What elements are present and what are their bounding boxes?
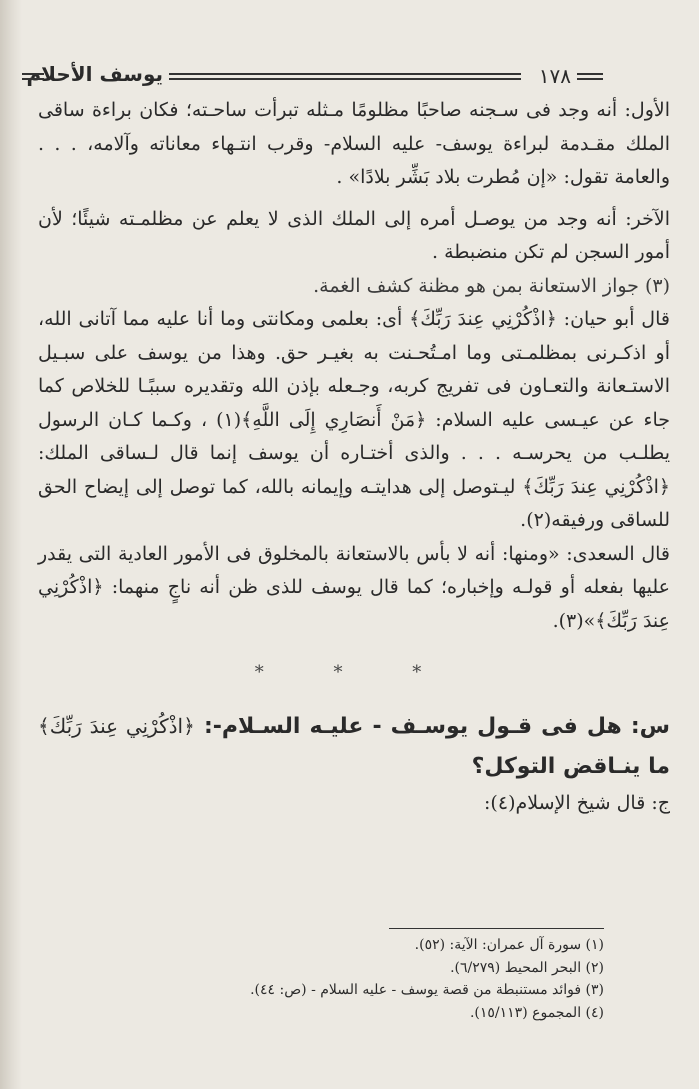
page-number: ١٧٨ bbox=[538, 64, 571, 88]
header-rule-middle bbox=[169, 73, 521, 80]
paragraph-second-reason: الآخر: أنه وجد من يوصـل أمره إلى الملك الذى لا يعلم عن مظلمـته شيئًا؛ لأن أمور السجن لم تكن منضبطة . bbox=[38, 207, 670, 263]
question-lead: س: هل فى قـول يوسـف - عليـه السـلام-: bbox=[194, 713, 670, 739]
paragraph-first-reason: الأول: أنه وجد فى سـجنه صاحبًا مظلومًا مـثله تبرأت ساحـته؛ فكان براءة ساقى الملك مقـدمة لبراءة يوسف- عليه السلام- وقرب انتـهاء معاناته وآلامه، . . . والعامة تقول: «إن مُطرت بلاد بَشِّر بلادًا» . bbox=[38, 99, 670, 188]
footnote-divider bbox=[389, 928, 604, 929]
running-header bbox=[0, 60, 699, 94]
question-verse: ﴿اذْكُرْنِي عِندَ رَبِّكَ﴾ bbox=[38, 713, 195, 738]
running-title: يوسف الأحلام bbox=[26, 62, 163, 86]
paragraph-al-saadi: قال السعدى: «ومنها: أنه لا بأس بالاستعانة بالمخلوق فى الأمور العادية التى يقدر عليها بفعله أو قولـه وإخباره؛ كما قال يوسف للذى ظن أنه ناجٍ منهما: ﴿اذْكُرْنِي عِندَ رَبِّكَ﴾»(٣). bbox=[38, 542, 670, 632]
footnotes bbox=[84, 934, 604, 1024]
header-rule-left bbox=[22, 73, 44, 80]
header-rule-right bbox=[577, 73, 603, 80]
answer-intro: ج: قال شيخ الإسلام(٤): bbox=[484, 791, 670, 814]
footnote-1: (١) سورة آل عمران: الآية: (٥٢). bbox=[414, 937, 604, 953]
footnote-3: (٣) فوائد مستنبطة من قصة يوسف - عليه السلام - (ص: ٤٤). bbox=[250, 982, 604, 998]
question-heading bbox=[38, 706, 670, 787]
numbered-point-3: (٣) جواز الاستعانة بمن هو مظنة كشف الغمة. bbox=[313, 274, 670, 297]
section-separator: * * * bbox=[254, 662, 454, 683]
page-binding-shadow bbox=[0, 0, 22, 1089]
question-tail: ما ينـاقض التوكل؟ bbox=[471, 753, 670, 779]
page-body bbox=[38, 94, 670, 820]
footnote-4: (٤) المجموع (١٥/١١٣). bbox=[469, 1004, 604, 1021]
footnote-2: (٢) البحر المحيط (٦/٢٧٩). bbox=[450, 959, 604, 976]
paragraph-abu-hayyan: قال أبو حيان: ﴿اذْكُرْنِي عِندَ رَبِّكَ﴾ أى: بعلمى ومكانتى وما أنا عليه مما آتانى الله، أو اذكـرنى بمظلمـتى وما امـتُحـنت به بغيـر حق. وهذا من يوسف على سبـيل الاستـعانة والتعـاون فى تفريج كربه، وجـعله بإذن الله وتقديره سببًـا للخلاص كما جاء عن عيـسى عليه السلام: ﴿مَنْ أَنصَارِي إِلَى اللَّهِ﴾(١) ، وكـما كـان الرسول يطلـب من يحرسـه . . . والذى أختـاره أن يوسف إنما قال لـساقى الملك: ﴿اذْكُرْنِي عِندَ رَبِّكَ﴾ ليـتوصل إلى هدايتـه وإيمانه بالله، كما توصل إلى إيضاح الحق للساقى ورفيقه(٢). bbox=[38, 308, 670, 531]
